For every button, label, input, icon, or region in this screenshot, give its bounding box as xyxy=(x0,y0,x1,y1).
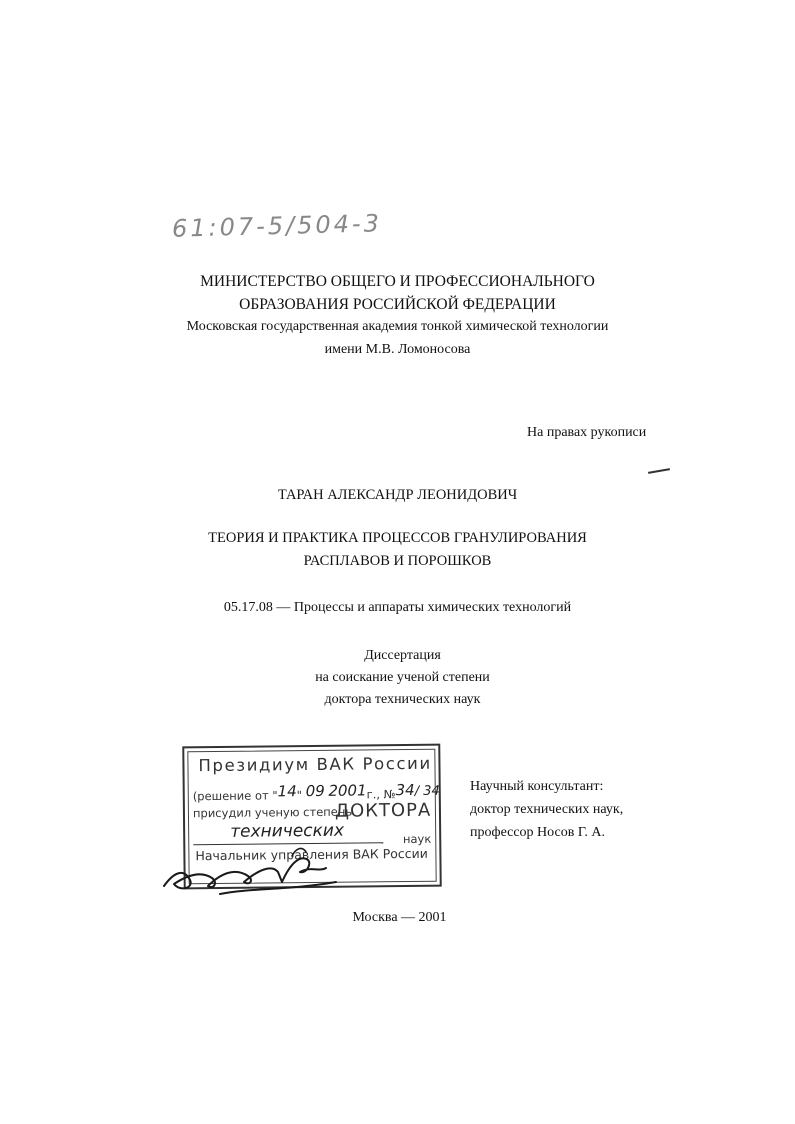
stamp-decision-suffix: г., № xyxy=(366,787,396,802)
degree-level: доктора технических наук xyxy=(324,692,481,707)
dissertation-title-line-1: ТЕОРИЯ И ПРАКТИКА ПРОЦЕССОВ ГРАНУЛИРОВАНИЯ xyxy=(208,530,587,546)
consultant-label: Научный консультант: xyxy=(470,779,604,794)
specialty-code: 05.17.08 — Процессы и аппараты химических технологий xyxy=(223,600,572,615)
academy-line-2: имени М.В. Ломоносова xyxy=(324,342,471,357)
stamp-decision-year: 01 xyxy=(347,781,367,800)
stamp-decision-day: 14 xyxy=(277,782,297,801)
stamp-chief-title: Начальник управления ВАК России xyxy=(195,845,428,864)
author-name: ТАРАН АЛЕКСАНДР ЛЕОНИДОВИЧ xyxy=(277,487,518,503)
stamp-decision-number: 34 xyxy=(395,780,415,800)
stamp-degree: ДОКТОРА xyxy=(334,799,432,822)
stamp-field-handwritten: технических xyxy=(230,820,345,842)
stamp-decision-month: 09 xyxy=(305,781,325,801)
stamp-decision-quote: " xyxy=(296,788,303,803)
city-and-year: Москва — 2001 xyxy=(352,910,447,925)
stamp-decision-year-prefix: 20 xyxy=(328,781,348,800)
consultant-degree: доктор технических наук, xyxy=(470,802,624,817)
pen-mark xyxy=(648,468,670,474)
ministry-line-1: МИНИСТЕРСТВО ОБЩЕГО И ПРОФЕССИОНАЛЬНОГО xyxy=(200,273,595,290)
academy-line-1: Московская государственная академия тонкой химической технологии xyxy=(186,319,609,334)
ministry-line-2: ОБРАЗОВАНИЯ РОССИЙСКОЙ ФЕДЕРАЦИИ xyxy=(239,296,556,313)
stamp-decision-number-end: / 34 xyxy=(414,783,440,799)
signature-icon xyxy=(160,842,350,900)
stamp-decision-prefix: (решение от " xyxy=(192,788,278,804)
stamp-science-label: наук xyxy=(402,831,432,847)
dissertation-label: Диссертация xyxy=(364,648,441,663)
dissertation-title-line-2: РАСПЛАВОВ И ПОРОШКОВ xyxy=(303,553,492,569)
consultant-name: профессор Носов Г. А. xyxy=(470,825,605,840)
degree-purpose: на соискание ученой степени xyxy=(315,670,490,685)
manuscript-rights-note: На правах рукописи xyxy=(527,425,647,440)
stamp-awarded-text: присудил ученую степень xyxy=(192,804,353,821)
stamp-title: Президиум ВАК России xyxy=(198,753,432,776)
archive-number-handwritten: 61:07-5/504-3 xyxy=(171,209,383,243)
